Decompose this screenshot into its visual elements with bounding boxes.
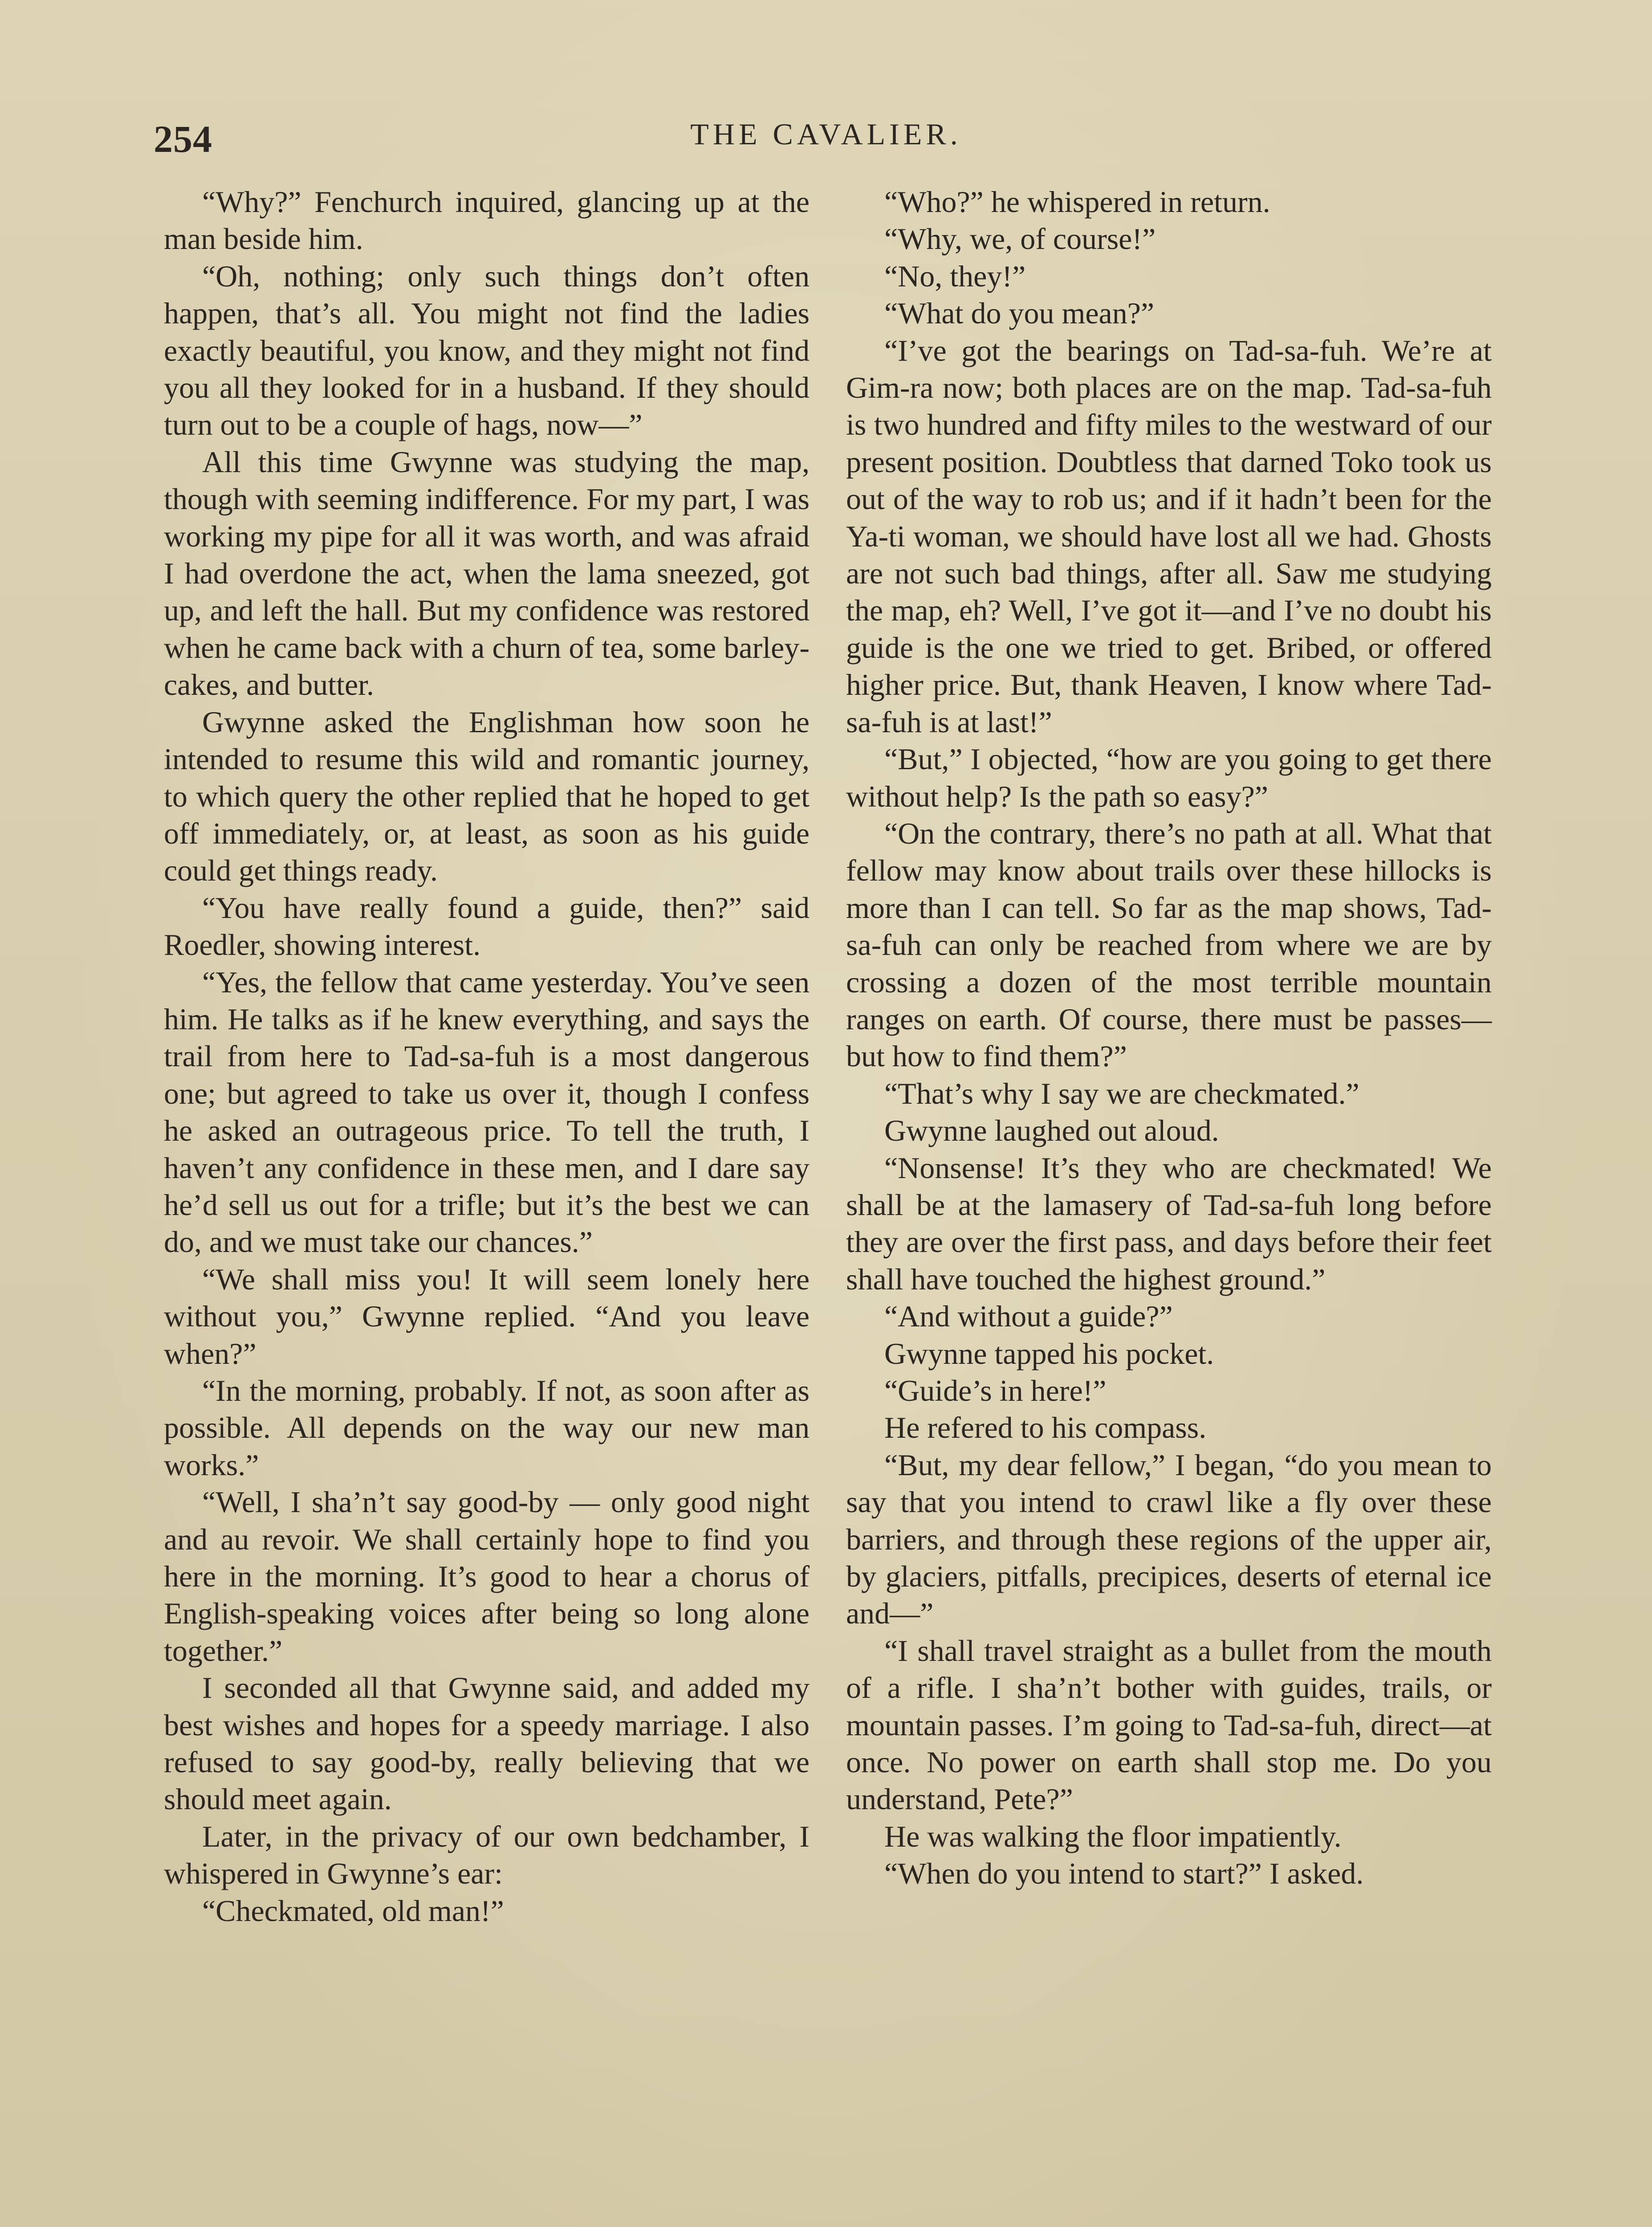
paragraph: I seconded all that Gwynne said, and added my best wishes and hopes for a speedy marriage. I also refused to say good-by, really believing that we should meet again.	[164, 1671, 810, 1816]
paragraph: Gwynne asked the Englishman how soon he intended to resume this wild and romantic journey, to which query the other replied that he hoped to get off immediately, or, at least, as soon as his guide could get things ready.	[164, 705, 810, 888]
paragraph: “We shall miss you! It will seem lonely here without you,” Gwynne replied. “And you leave when?”	[164, 1262, 810, 1370]
paragraph: “But, my dear fellow,” I began, “do you mean to say that you intend to crawl like a fly over these barriers, and through these regions of the upper air, by glaciers, pitfalls, precipices, deserts of eternal ice and—”	[846, 1448, 1492, 1631]
running-title: THE CAVALIER.	[690, 117, 962, 151]
paragraph: All this time Gwynne was studying the map, though with seeming indifference. For my part, I was working my pipe for all it was worth, and was afraid I had overdone the act, when the lama sneezed, got up, and left the hall. But my confidence was restored when he came back with a churn of tea, some barley-cakes, and butter.	[164, 445, 810, 702]
paragraph: “Yes, the fellow that came yesterday. You’ve seen him. He talks as if he knew everything, and says the trail from here to Tad-sa-fuh is a most dangerous one; but agreed to take us over it, though I confess he asked an outrageous price. To tell the truth, I haven’t any confidence in these men, and I dare say he’d sell us out for a trifle; but it’s the best we can do, and we must take our chances.”	[164, 965, 810, 1259]
paragraph: Gwynne tapped his pocket.	[884, 1336, 1214, 1370]
paragraph: “That’s why I say we are checkmated.”	[884, 1076, 1359, 1110]
paragraph: “You have really found a guide, then?” said Roedler, showing interest.	[164, 890, 810, 962]
paragraph: “Why?” Fenchurch inquired, glancing up at the man beside him.	[164, 185, 810, 256]
paragraph: “Why, we, of course!”	[884, 222, 1156, 256]
page-number: 254	[154, 118, 212, 160]
paragraph: “Oh, nothing; only such things don’t often happen, that’s all. You might not find the ladies exactly beautiful, you know, and they might not find you all they looked for in a husband. If they should turn out to be a couple of hags, now—”	[164, 259, 810, 442]
paragraph: “Who?” he whispered in return.	[884, 185, 1270, 219]
paragraph: “Checkmated, old man!”	[202, 1893, 504, 1928]
paragraph: “Nonsense! It’s they who are checkmated! We shall be at the lamasery of Tad-sa-fuh long before they are over the first pass, and days before their feet shall have touched the highest ground.”	[846, 1150, 1492, 1296]
paragraph: “What do you mean?”	[884, 296, 1155, 330]
paragraph: “Guide’s in here!”	[884, 1374, 1107, 1407]
paragraph: “But,” I objected, “how are you going to get there without help? Is the path so easy?”	[846, 742, 1492, 813]
paragraph: He was walking the floor impatiently.	[884, 1819, 1342, 1853]
paragraph: “In the morning, probably. If not, as soon after as possible. All depends on the way our new man works.”	[164, 1374, 810, 1482]
left-column	[164, 184, 810, 1929]
paragraph: “I shall travel straight as a bullet from the mouth of a rifle. I sha’n’t bother with guides, trails, or mountain passes. I’m going to Tad-sa-fuh, direct—at once. No power on earth shall stop me. Do you understand, Pete?”	[846, 1633, 1492, 1816]
paragraph: “No, they!”	[884, 259, 1026, 293]
right-column	[846, 184, 1492, 1893]
paragraph: “Well, I sha’n’t say good-by — only good night and au revoir. We shall certainly hope to find you here in the morning. It’s good to hear a chorus of English-speaking voices after being so long alone together.”	[164, 1485, 810, 1668]
paragraph: “I’ve got the bearings on Tad-sa-fuh. We’re at Gim-ra now; both places are on the map. Tad-sa-fuh is two hundred and fifty miles to the westward of our present position. Doubtless that darned Toko took us out of the way to rob us; and if it hadn’t been for the Ya-ti woman, we should have lost all we had. Ghosts are not such bad things, after all. Saw me studying the map, eh? Well, I’ve got it—and I’ve no doubt his guide is the one we tried to get. Bribed, or offered higher price. But, thank Heaven, I know where Tad-sa-fuh is at last!”	[846, 333, 1492, 739]
paragraph: “And without a guide?”	[884, 1299, 1173, 1334]
paragraph: “When do you intend to start?” I asked.	[884, 1856, 1364, 1891]
paragraph: He refered to his compass.	[884, 1411, 1207, 1445]
paragraph: Later, in the privacy of our own bedchamber, I whispered in Gwynne’s ear:	[164, 1819, 810, 1891]
paragraph: “On the contrary, there’s no path at all. What that fellow may know about trails over these hillocks is more than I can tell. So far as the map shows, Tad-sa-fuh can only be reached from where we are by crossing a dozen of the most terrible mountain ranges on earth. Of course, there must be passes—but how to find them?”	[846, 816, 1492, 1073]
paragraph: Gwynne laughed out aloud.	[884, 1114, 1219, 1148]
